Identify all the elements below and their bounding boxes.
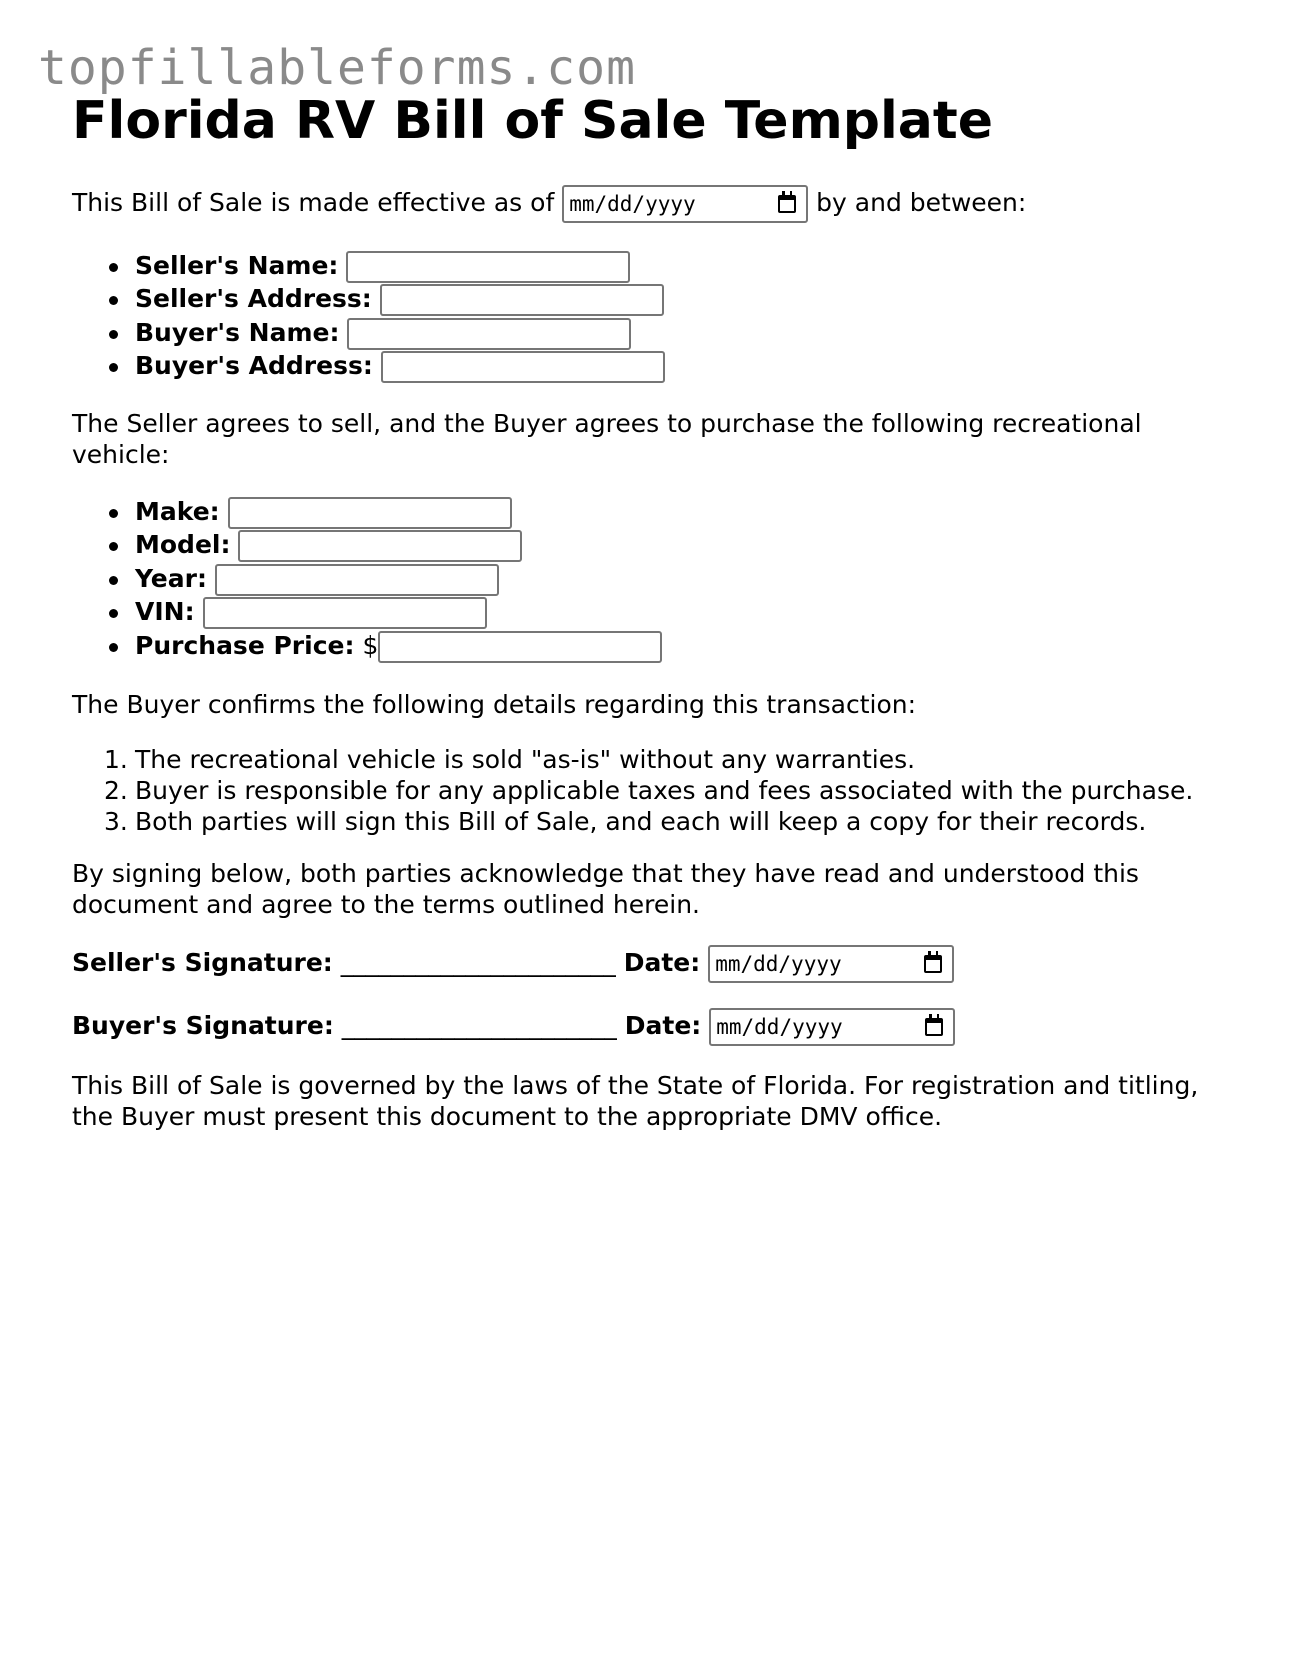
term-text: Buyer is responsible for any applicable taxes and fees associated with the purchase.: [135, 776, 1194, 805]
closing-paragraph: This Bill of Sale is governed by the laws of the State of Florida. For registration and titling, the Buyer must present this document to the appropriate DMV office.: [72, 1071, 1199, 1131]
seller-date-input[interactable]: [708, 945, 954, 983]
buyer-name-input[interactable]: [347, 318, 631, 350]
seller-name-input[interactable]: [346, 251, 630, 283]
calendar-icon[interactable]: [924, 955, 942, 973]
buyer-signature-row: [72, 1006, 955, 1046]
list-item: [72, 282, 665, 315]
buyer-date-label: Date:: [624, 1011, 702, 1040]
term-text: The recreational vehicle is sold "as-is" without any warranties.: [135, 745, 916, 774]
effective-date-input[interactable]: [562, 185, 808, 223]
model-label: Model:: [135, 530, 231, 560]
list-item: [72, 744, 1193, 775]
vehicle-intro: The Seller agrees to sell, and the Buyer agrees to purchase the following recreational vehicle:: [72, 409, 1142, 469]
vin-input[interactable]: [203, 597, 487, 629]
buyer-date-placeholder: mm/dd/yyyy: [716, 1015, 843, 1039]
list-item: [72, 349, 665, 382]
list-item: [72, 495, 662, 528]
list-item: [72, 629, 662, 662]
seller-signature-row: [72, 943, 954, 983]
year-input[interactable]: [215, 564, 499, 596]
seller-address-label: Seller's Address:: [135, 284, 372, 314]
list-item: [72, 775, 1193, 806]
purchase-price-label: Purchase Price:: [135, 630, 355, 660]
list-item: [72, 528, 662, 561]
seller-signature-label: Seller's Signature:: [72, 948, 333, 977]
effective-date-placeholder: mm/dd/yyyy: [569, 192, 696, 216]
year-label: Year:: [135, 563, 207, 593]
intro-text-after: by and between:: [816, 188, 1027, 217]
list-item: [72, 562, 662, 595]
make-input[interactable]: [228, 497, 512, 529]
buyer-name-label: Buyer's Name:: [135, 317, 340, 347]
parties-list: [72, 249, 665, 383]
buyer-signature-line[interactable]: ______________________: [341, 1011, 617, 1040]
list-item: [72, 249, 665, 282]
term-number: 3.: [104, 807, 128, 836]
buyer-address-input[interactable]: [381, 351, 665, 383]
term-number: 1.: [104, 745, 128, 774]
confirm-intro: The Buyer confirms the following details regarding this transaction:: [72, 690, 917, 719]
buyer-signature-label: Buyer's Signature:: [72, 1011, 334, 1040]
seller-address-input[interactable]: [380, 284, 664, 316]
currency-symbol: $: [362, 630, 379, 660]
vehicle-list: [72, 495, 662, 662]
intro-paragraph: [72, 185, 1026, 223]
seller-name-label: Seller's Name:: [135, 251, 339, 280]
list-item: [72, 316, 665, 349]
intro-text-before: This Bill of Sale is made effective as of: [72, 188, 555, 217]
term-number: 2.: [104, 776, 128, 805]
terms-list: [72, 744, 1193, 837]
acknowledge-paragraph: By signing below, both parties acknowledge that they have read and understood this document and agree to the terms outlined herein.: [72, 859, 1139, 919]
vin-label: VIN:: [135, 597, 195, 627]
list-item: [72, 806, 1193, 837]
buyer-address-label: Buyer's Address:: [135, 351, 373, 381]
page-title: Florida RV Bill of Sale Template: [72, 91, 994, 151]
list-item: [72, 595, 662, 628]
seller-signature-line[interactable]: ______________________: [340, 948, 616, 977]
calendar-icon[interactable]: [925, 1018, 943, 1036]
buyer-date-input[interactable]: [709, 1008, 955, 1046]
watermark: topfillableforms.com: [38, 40, 636, 96]
calendar-icon[interactable]: [778, 195, 796, 213]
make-label: Make:: [135, 497, 220, 526]
purchase-price-input[interactable]: [378, 631, 662, 663]
seller-date-label: Date:: [623, 948, 701, 977]
term-text: Both parties will sign this Bill of Sale, and each will keep a copy for their records.: [135, 807, 1147, 836]
model-input[interactable]: [238, 530, 522, 562]
seller-date-placeholder: mm/dd/yyyy: [715, 952, 842, 976]
